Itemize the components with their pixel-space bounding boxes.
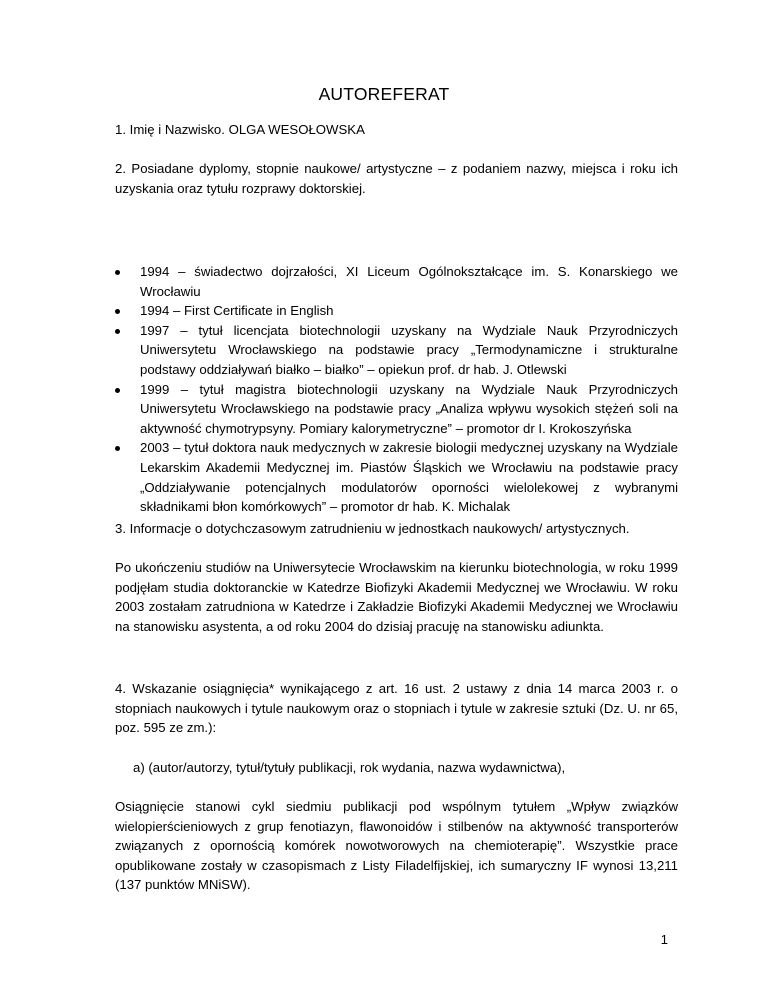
achievement-paragraph: Osiągnięcie stanowi cykl siedmiu publikacji pod wspólnym tytułem „Wpływ związków wielopierścieniowych z grup fenotiazyn, flawonoidów i stilbenów na aktywność transporterów związanych z opornością komórek nowotworowych na chemioterapię”. Wszystkie prace opublikowane zostały w czasopismach z Listy Filadelfijskiej, ich sumaryczny IF wynosi 13,211 (137 punktów MNiSW). — [115, 799, 678, 893]
page-number: 1 — [660, 932, 668, 947]
section-4a: a) (autor/autorzy, tytuł/tytuły publikacji, rok wydania, nazwa wydawnictwa), — [133, 760, 566, 775]
section-2-heading: 2. Posiadane dyplomy, stopnie naukowe/ artystyczne – z podaniem nazwy, miejsca i roku ich uzyskania oraz tytułu rozprawy doktorskiej. — [115, 161, 678, 196]
section-3-heading: 3. Informacje o dotychczasowym zatrudnieniu w jednostkach naukowych/ artystycznych. — [115, 521, 630, 536]
list-item: 1997 – tytuł licencjata biotechnologii uzyskany na Wydziale Nauk Przyrodniczych Uniwersytetu Wrocławskiego na podstawie pracy „Termodynamiczne i strukturalne podstawy oddziaływań białko – białko” – opiekun prof. dr hab. J. Otlewski — [115, 321, 678, 380]
list-item: 1994 – świadectwo dojrzałości, XI Liceum Ogólnokształcące im. S. Konarskiego we Wrocławiu — [115, 262, 678, 301]
diplomas-list — [115, 262, 678, 517]
list-item: 1999 – tytuł magistra biotechnologii uzyskany na Wydziale Nauk Przyrodniczych Uniwersytetu Wrocławskiego na podstawie pracy „Analiza wpływu wysokich stężeń soli na aktywność chymotrypsyny. Pomiary kalorymetryczne” – promotor dr I. Krokoszyńska — [115, 380, 678, 439]
section-1-name: 1. Imię i Nazwisko. OLGA WESOŁOWSKA — [115, 122, 365, 137]
document-title: AUTOREFERAT — [318, 84, 450, 104]
employment-paragraph: Po ukończeniu studiów na Uniwersytecie Wrocławskim na kierunku biotechnologia, w roku 1999 podjęłam studia doktoranckie w Katedrze Biofizyki Akademii Medycznej we Wrocławiu. W roku 2003 zostałam zatrudniona w Katedrze i Zakładzie Biofizyki Akademii Medycznej we Wrocławiu na stanowisku asystenta, a od roku 2004 do dzisiaj pracuję na stanowisku adiunkta. — [115, 560, 678, 634]
list-item: 1994 – First Certificate in English — [115, 301, 678, 321]
list-item: 2003 – tytuł doktora nauk medycznych w zakresie biologii medycznej uzyskany na Wydziale Lekarskim Akademii Medycznej im. Piastów Śląskich we Wrocławiu na podstawie pracy „Oddziaływanie potencjalnych modulatorów oporności wielolekowej z wybranymi składnikami błon komórkowych” – promotor dr hab. K. Michalak — [115, 438, 678, 516]
section-4-heading: 4. Wskazanie osiągnięcia* wynikającego z art. 16 ust. 2 ustawy z dnia 14 marca 2003 r. o stopniach naukowych i tytule naukowym oraz o stopniach i tytule w zakresie sztuki (Dz. U. nr 65, poz. 595 ze zm.): — [115, 681, 678, 736]
